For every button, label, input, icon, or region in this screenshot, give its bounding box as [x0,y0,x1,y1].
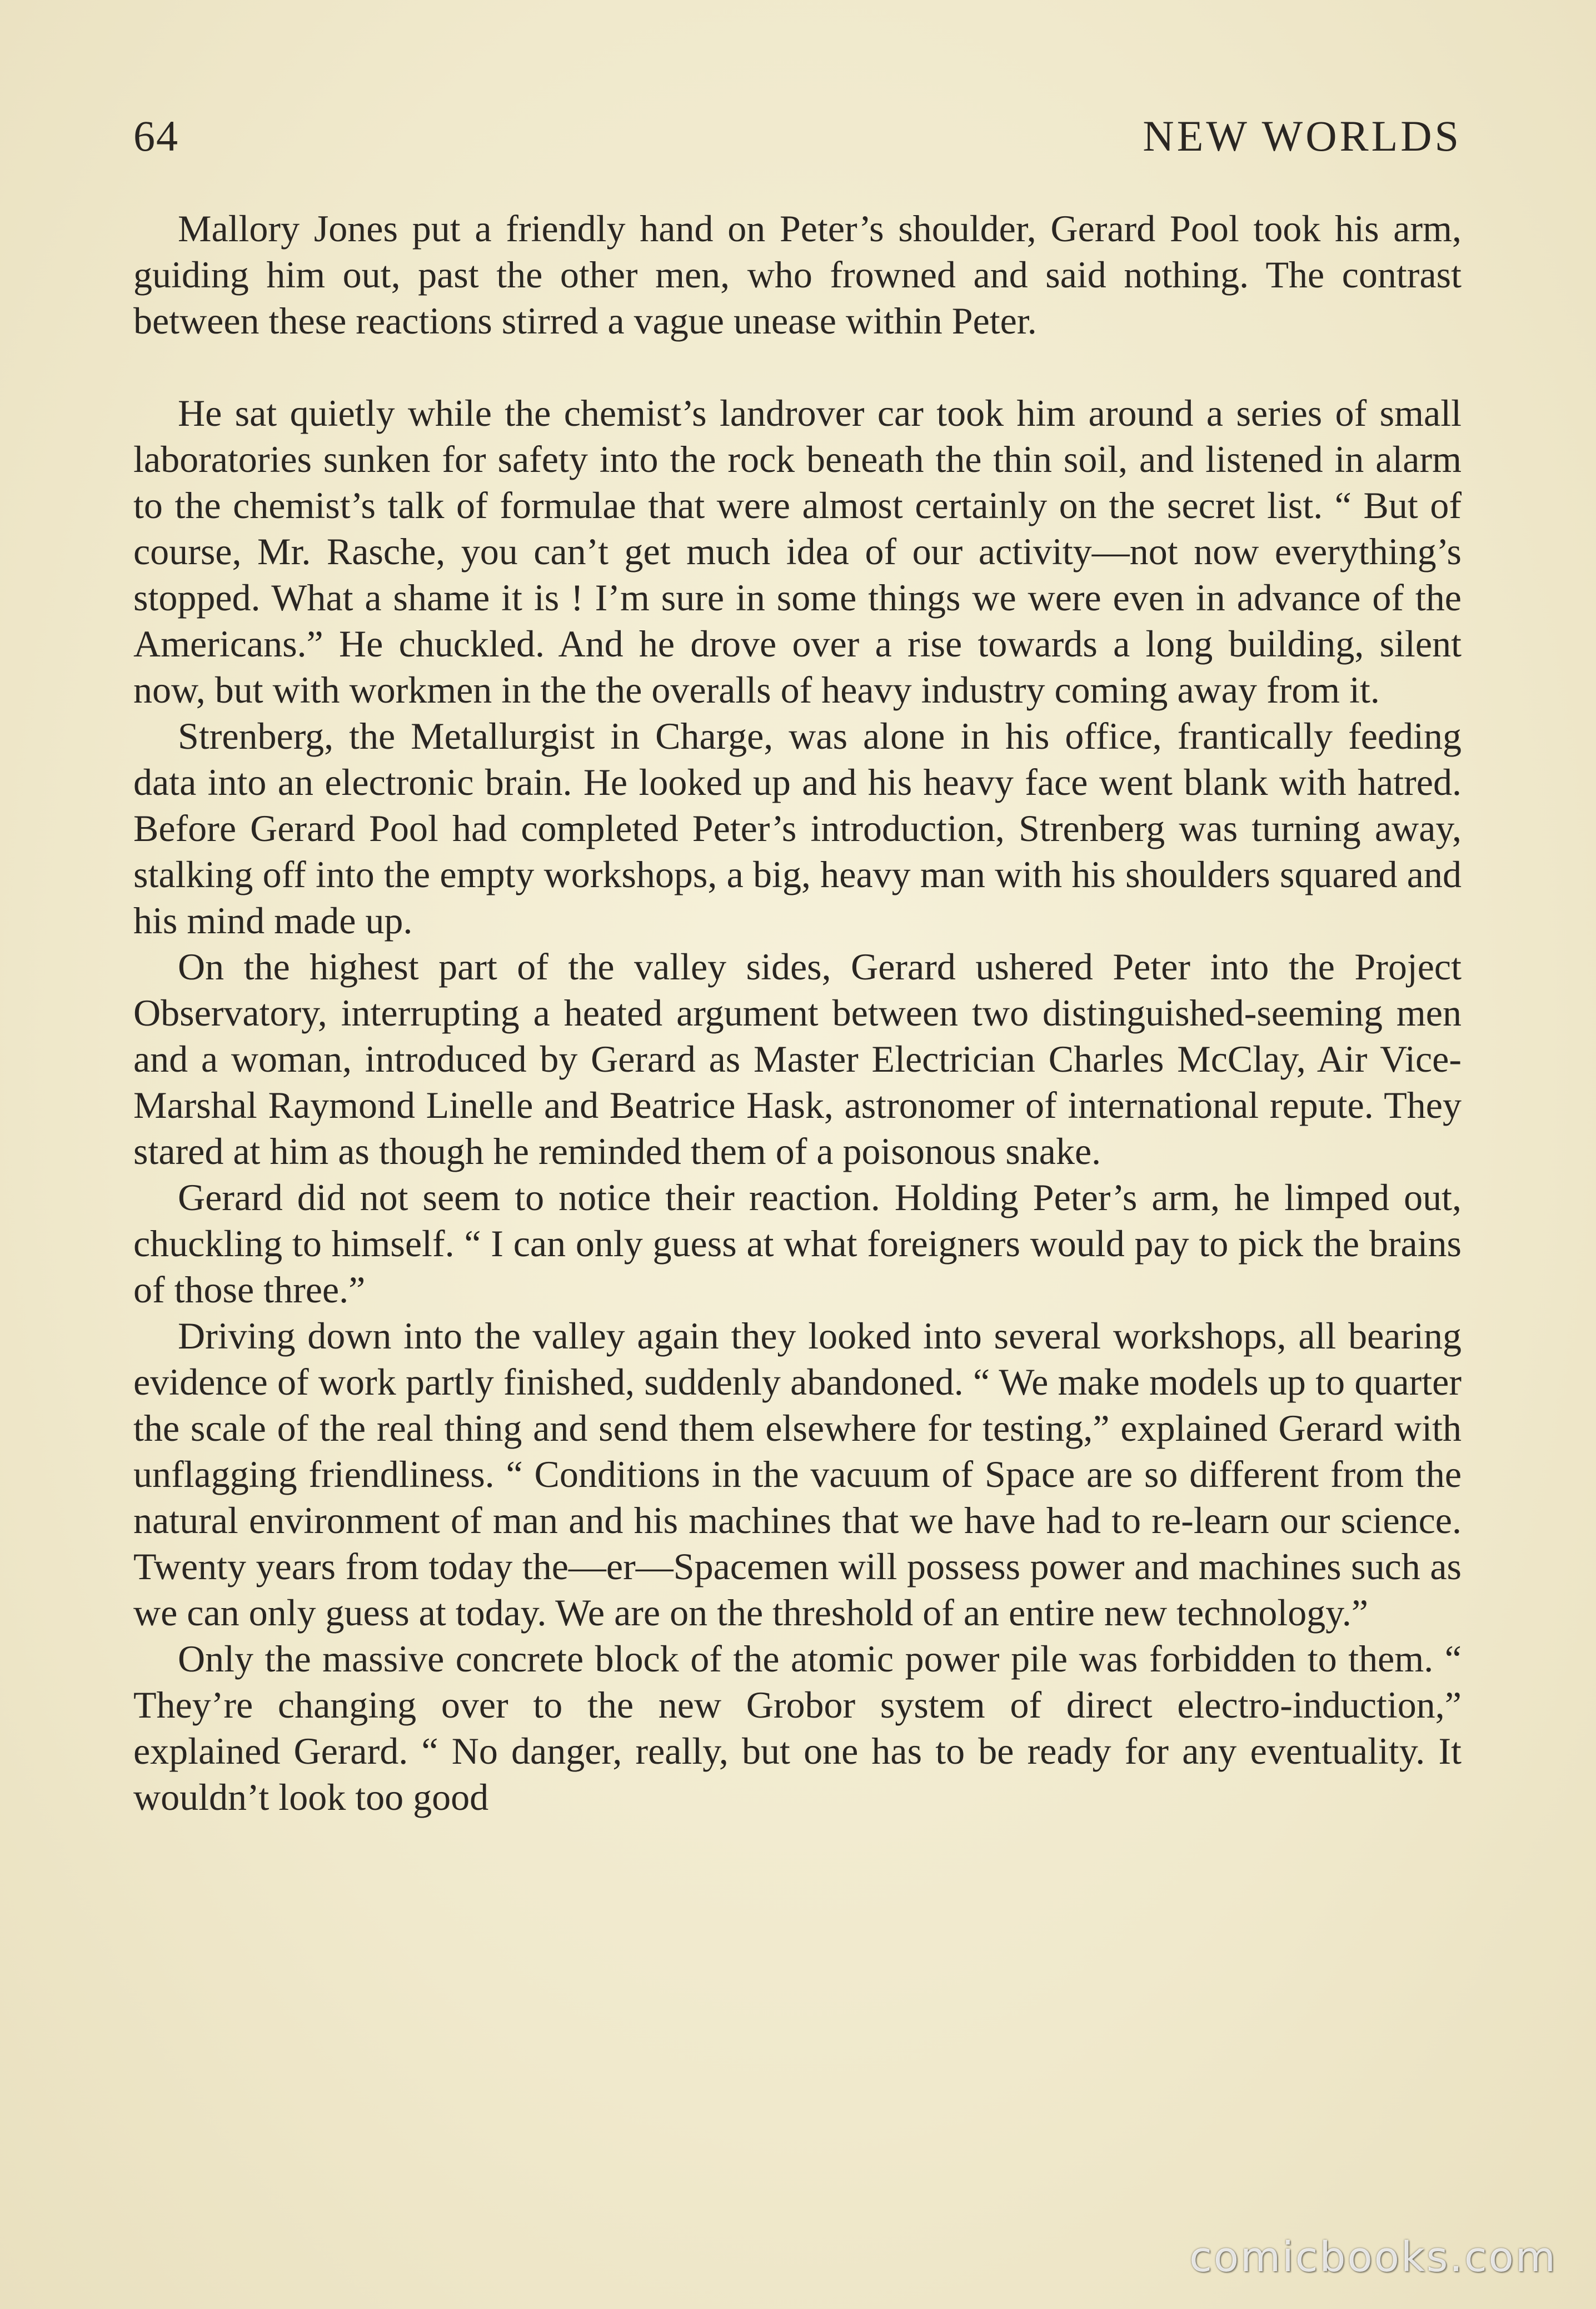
running-head [133,111,1462,167]
paragraph: He sat quietly while the chemist’s landrover car took him around a series of small laboratories sunken for safety into the rock beneath the thin soil, and listened in alarm to the chemist’s talk of formulae that were almost certainly on the secret list. “ But of course, Mr. Rasche, you can’t get much idea of our activity—not now everything’s stopped. What a shame it is ! I’m sure in some things we were even in advance of the Americans.” He chuckled. And he drove over a rise towards a long building, silent now, but with workmen in the the overalls of heavy industry coming away from it. [133,392,1462,711]
page-number: 64 [133,112,179,160]
paragraph: Mallory Jones put a friendly hand on Peter’s shoulder, Gerard Pool took his arm, guiding him out, past the other men, who frowned and said nothing. The contrast between these reactions stirred a vague unease within Peter. [133,207,1462,342]
paragraph: Gerard did not seem to notice their reaction. Holding Peter’s arm, he limped out, chuckling to himself. “ I can only guess at what foreigners would pay to pick the brains of those three.” [133,1176,1462,1311]
paragraph: Strenberg, the Metallurgist in Charge, was alone in his office, frantically feeding data into an electronic brain. He looked up and his heavy face went blank with hatred. Before Gerard Pool had completed Peter’s introduction, Strenberg was turning away, stalking off into the empty workshops, a big, heavy man with his shoulders squared and his mind made up. [133,715,1462,942]
journal-title: NEW WORLDS [1143,112,1462,160]
paragraph: Only the massive concrete block of the atomic power pile was forbidden to them. “ They’re changing over to the new Grobor system of direct electro-induction,” explained Gerard. “ No danger, really, but one has to be ready for any eventuality. It wouldn’t look too good [133,1638,1462,1818]
watermark: comicbooks.com [1189,2233,1557,2281]
body-text [133,206,1462,1820]
paragraph: Driving down into the valley again they looked into several workshops, all bearing evidence of work partly finished, suddenly abandoned. “ We make models up to quarter the scale of the real thing and send them elsewhere for testing,” explained Gerard with unflagging friendliness. “ Conditions in the vacuum of Space are so different from the natural environment of man and his machines that we have had to re-learn our science. Twenty years from today the—er—Spacemen will possess power and machines such as we can only guess at today. We are on the threshold of an entire new technology.” [133,1315,1462,1634]
paragraph: On the highest part of the valley sides, Gerard ushered Peter into the Project Observatory, interrupting a heated argument between two distinguished-seeming men and a woman, introduced by Gerard as Master Electrician Charles McClay, Air Vice-Marshal Raymond Linelle and Beatrice Hask, astronomer of international repute. They stared at him as though he reminded them of a poisonous snake. [133,946,1462,1172]
